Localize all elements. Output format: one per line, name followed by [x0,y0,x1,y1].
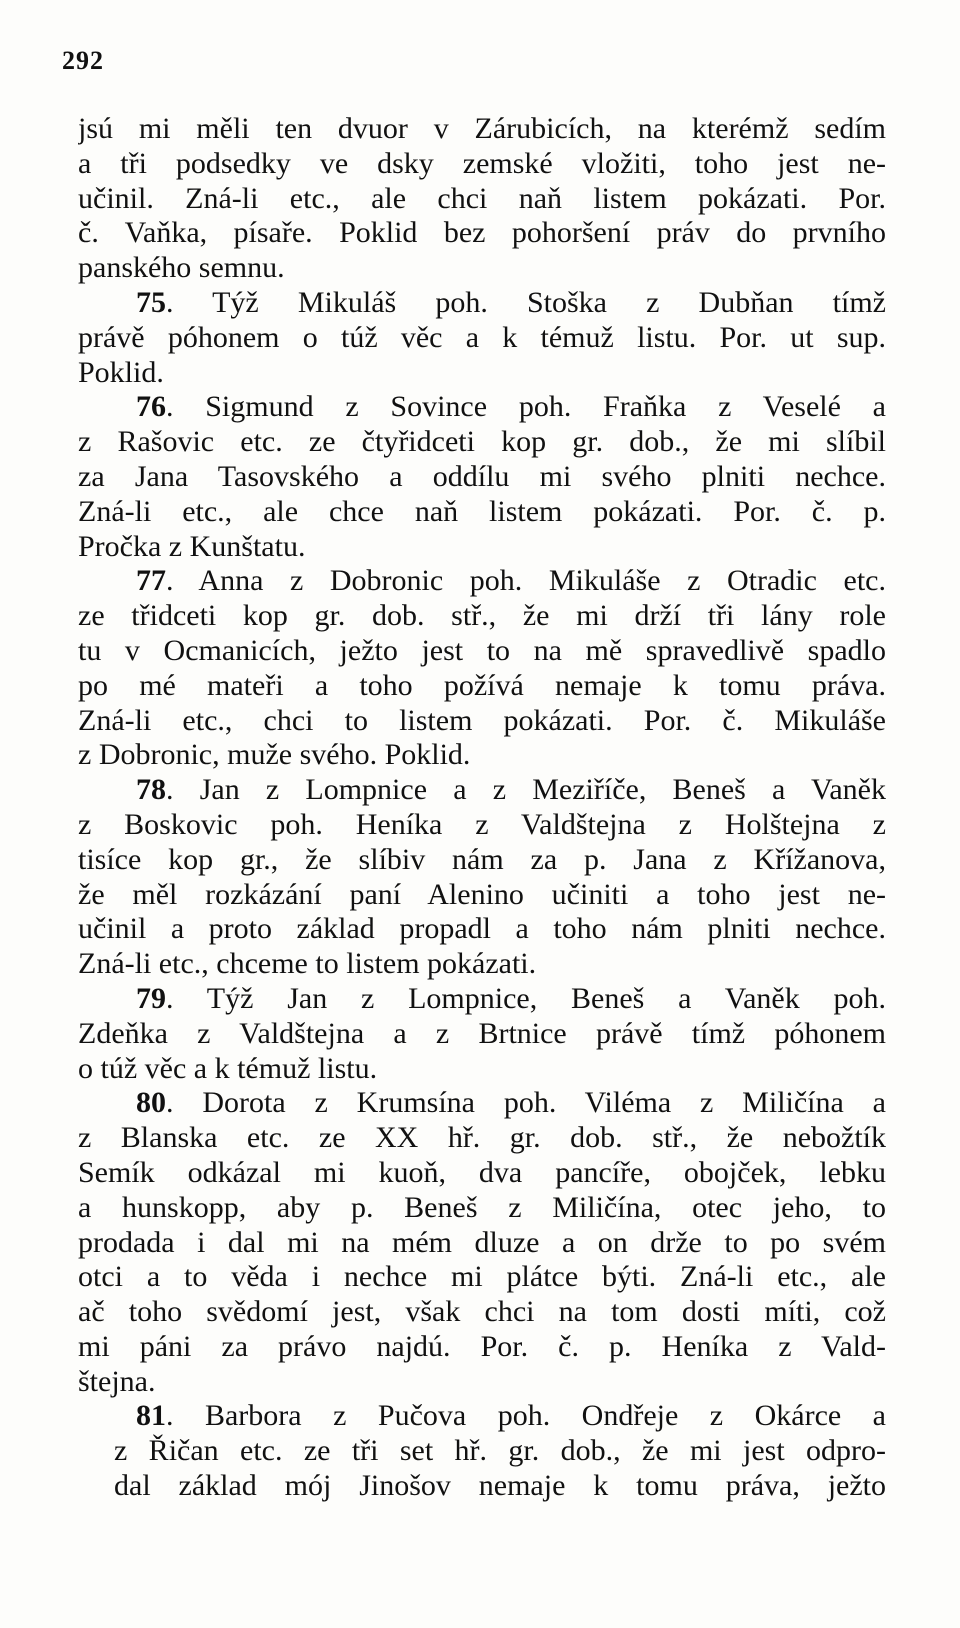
line-text: a tři podsedky ve dsky zemské vložiti, toho jest ne- [78,146,886,180]
line-text: z Blanska etc. ze XX hř. gr. dob. stř., že nebožtík [78,1121,886,1155]
line-text: z Řičan etc. ze tři set hř. gr. dob., že mi jest odpro- [114,1434,886,1468]
line-text: prodada i dal mi na mém dluze a on drže to po svém [78,1225,886,1259]
text-line [78,1121,886,1156]
text-line [78,1017,886,1052]
line-text: . Sigmund z Sovince poh. Fraňka z Veselé a [166,390,886,424]
text-line [78,1469,886,1504]
line-text: . Dorota z Krumsína poh. Viléma z Miličína a [166,1086,886,1120]
text-line [78,356,886,391]
entry-start-line [78,1399,886,1434]
line-text: ze třidceti kop gr. dob. stř., že mi drží tři lány role [78,599,886,633]
entry-start-line [78,286,886,321]
entry-start-line [78,773,886,808]
entry-number: 79 [136,981,166,1015]
text-line [78,738,886,773]
text-line [78,947,886,982]
line-text: panského semnu. [78,251,285,285]
line-text: jsú mi měli ten dvuor v Zárubicích, na kterémž sedím [78,112,886,145]
line-text: učinil. Zná-li etc., ale chci naň listem pokázati. Por. [78,181,886,215]
entry-start-line [78,1086,886,1121]
line-text: Poklid. [78,355,164,389]
text-line [78,321,886,356]
page-number: 292 [62,46,104,75]
line-text: otci a to věda i nechce mi plátce býti. Zná-li etc., ale [78,1260,886,1294]
line-text: z Dobronic, muže svého. Poklid. [78,738,471,772]
line-text: za Jana Tasovského a oddílu mi svého plniti nechce. [78,459,886,493]
line-text: tu v Ocmanicích, ježto jest to na mě spravedlivě spadlo [78,633,886,667]
line-text: z Boskovic poh. Heníka z Valdštejna z Holštejna z [78,807,886,841]
text-line [78,1434,886,1469]
text-line [78,147,886,182]
line-text: ač toho svědomí jest, však chci na tom dosti míti, což [78,1295,886,1329]
line-text: učinil a proto základ propadl a toho nám plniti nechce. [78,912,886,946]
line-text: že měl rozkázání paní Alenino učiniti a toho jest ne- [78,877,886,911]
line-text: dal základ mój Jinošov nemaje k tomu práva, ježto [114,1469,886,1503]
line-text: štejna. [78,1364,156,1398]
text-line [78,216,886,251]
entry-number: 80 [136,1086,166,1120]
line-text: mi páni za právo najdú. Por. č. p. Heníka z Vald- [78,1329,886,1363]
line-text: Pročka z Kunštatu. [78,529,306,563]
text-line [78,1295,886,1330]
line-text: Semík odkázal mi kuoň, dva pancíře, obojček, lebku [78,1155,886,1189]
line-text: a hunskopp, aby p. Beneš z Miličína, otec jeho, to [78,1190,886,1224]
entry-start-line [78,390,886,425]
line-text: . Barbora z Pučova poh. Ondřeje z Okárce a [166,1399,886,1433]
line-text: o túž věc a k témuž listu. [78,1051,378,1085]
text-line [78,1226,886,1261]
line-text: č. Vaňka, písaře. Poklid bez pohoršení práv do prvního [78,216,886,250]
line-text: Zná-li etc., chci to listem pokázati. Por. č. Mikuláše [78,703,886,737]
entry-number: 76 [136,390,166,424]
line-text: . Týž Jan z Lompnice, Beneš a Vaněk poh. [166,981,886,1015]
text-line [78,460,886,495]
text-line [78,704,886,739]
text-line [78,1260,886,1295]
line-text: tisíce kop gr., že slíbiv nám za p. Jana z Křížanova, [78,842,886,876]
entry-start-line [78,564,886,599]
line-text: z Rašovic etc. ze čtyřidceti kop gr. dob., že mi slíbil [78,425,886,459]
line-text: . Jan z Lompnice a z Meziříče, Beneš a Vaněk [166,773,886,807]
text-line [78,599,886,634]
body-text [78,112,886,1504]
text-line [78,634,886,669]
text-line [78,843,886,878]
line-text: právě póhonem o túž věc a k témuž listu. Por. ut sup. [78,320,886,354]
line-text: Zná-li etc., ale chce naň listem pokázati. Por. č. p. [78,494,886,528]
text-line [78,251,886,286]
text-line [78,808,886,843]
line-text: . Týž Mikuláš poh. Stoška z Dubňan tímž [166,285,886,319]
text-line [78,495,886,530]
entry-number: 78 [136,773,166,807]
text-line [78,1365,886,1400]
line-text: Zná-li etc., chceme to listem pokázati. [78,947,537,981]
line-text: . Anna z Dobronic poh. Mikuláše z Otradic etc. [166,564,886,598]
text-line [78,878,886,913]
line-text: po mé mateři a toho požívá nemaje k tomu práva. [78,668,886,702]
entry-start-line [78,982,886,1017]
text-line [78,1191,886,1226]
text-line [78,912,886,947]
text-line [78,425,886,460]
text-line [78,182,886,217]
text-line [78,112,886,147]
line-text: Zdeňka z Valdštejna a z Brtnice právě tímž póhonem [78,1016,886,1050]
text-line [78,530,886,565]
entry-number: 77 [136,564,166,598]
text-line [78,1330,886,1365]
text-line [78,1052,886,1087]
text-line [78,669,886,704]
entry-number: 75 [136,285,166,319]
text-line [78,1156,886,1191]
entry-number: 81 [136,1399,166,1433]
